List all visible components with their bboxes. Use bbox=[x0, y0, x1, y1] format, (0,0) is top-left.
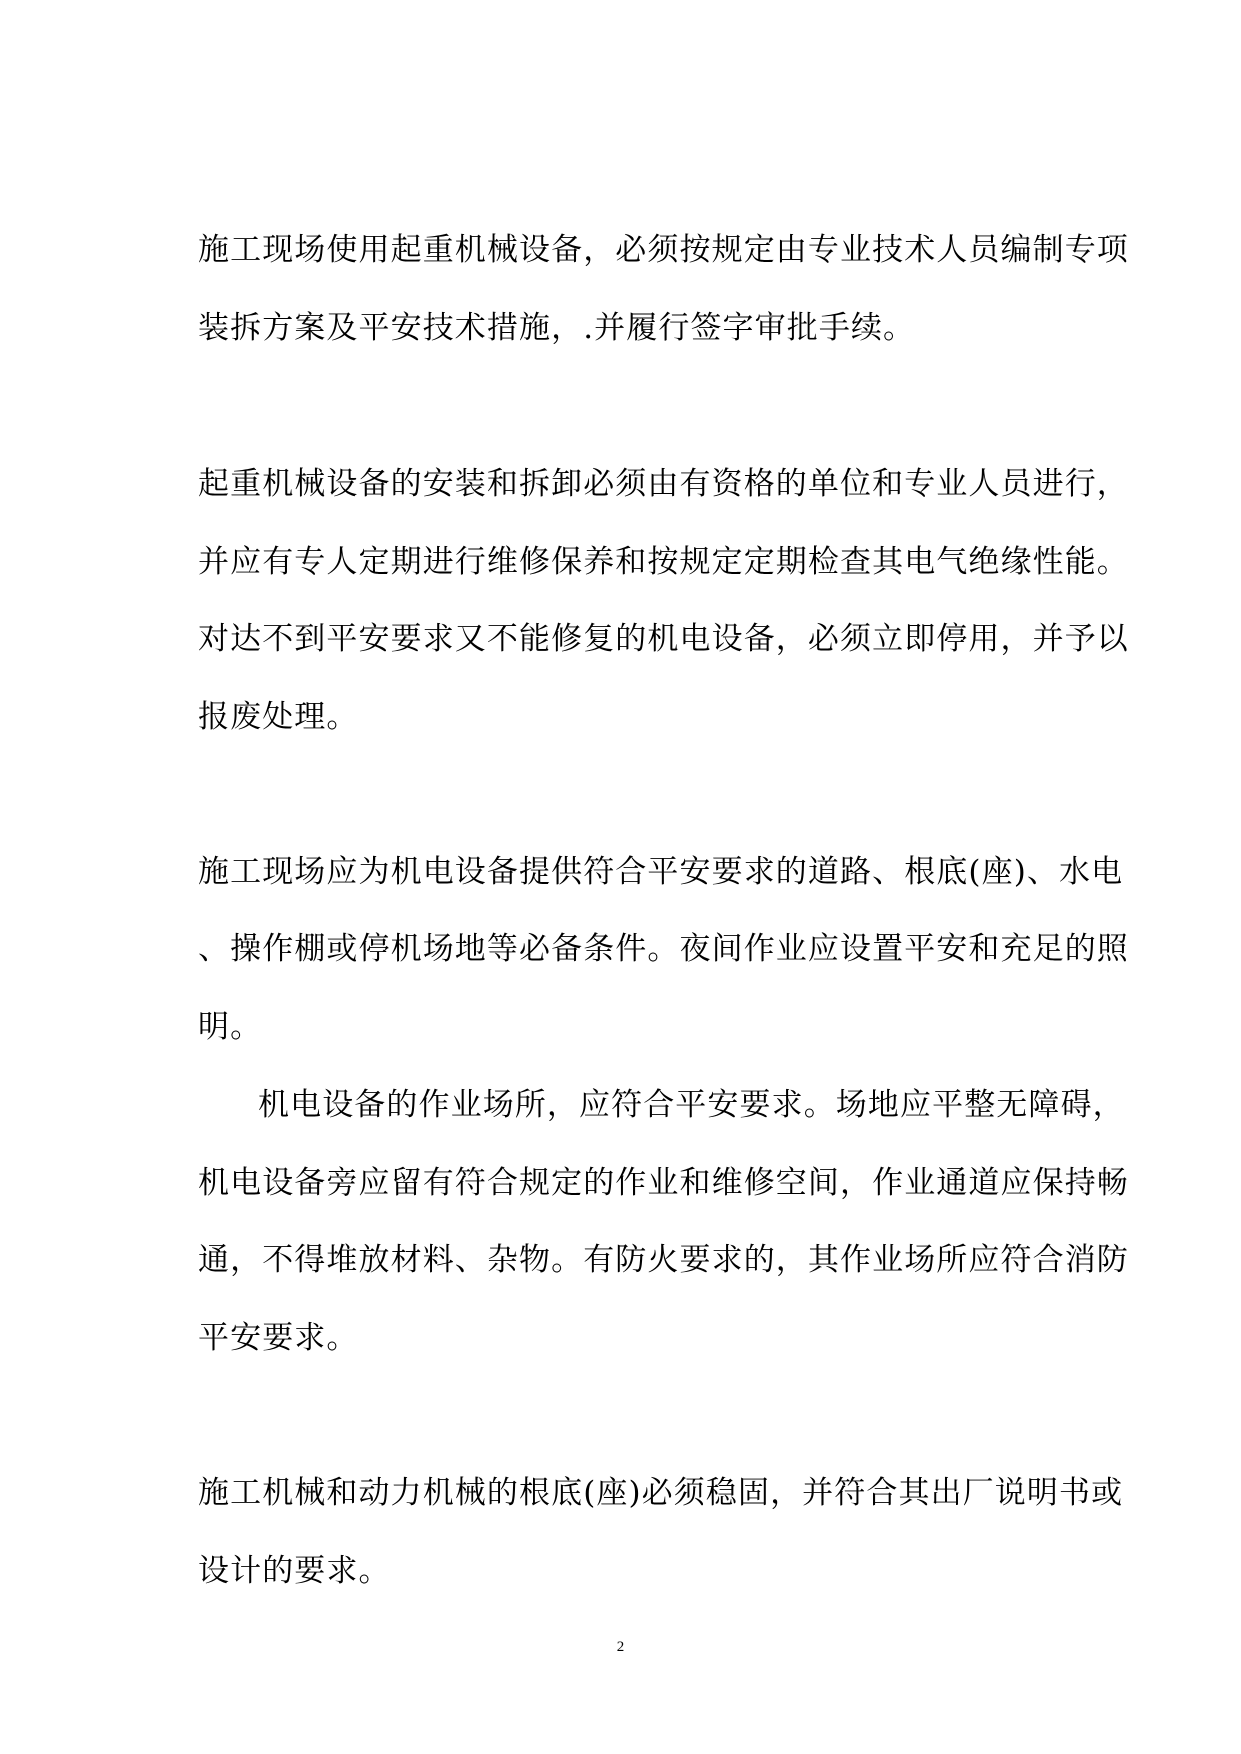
page-number: 2 bbox=[616, 1639, 625, 1655]
text-line: 、操作棚或停机场地等必备条件。夜间作业应设置平安和充足的照 bbox=[198, 931, 1129, 967]
text-line: 明。 bbox=[198, 1009, 263, 1045]
text-line: 机电设备旁应留有符合规定的作业和维修空间，作业通道应保持畅 bbox=[198, 1165, 1129, 1201]
text-line: 设计的要求。 bbox=[198, 1553, 391, 1589]
text-line: 机电设备的作业场所，应符合平安要求。场地应平整无障碍， bbox=[258, 1087, 1125, 1123]
text-line: 对达不到平安要求又不能修复的机电设备，必须立即停用，并予以 bbox=[198, 621, 1129, 657]
text-line: 并应有专人定期进行维修保养和按规定定期检查其电气绝缘性能。 bbox=[198, 544, 1129, 580]
text-line: 施工现场应为机电设备提供符合平安要求的道路、根底(座)、水电 bbox=[198, 854, 1124, 890]
text-line: 报废处理。 bbox=[198, 699, 359, 735]
text-line: 通，不得堆放材料、杂物。有防火要求的，其作业场所应符合消防 bbox=[198, 1242, 1129, 1278]
text-line: 装拆方案及平安技术措施，.并履行签字审批手续。 bbox=[198, 310, 916, 346]
text-line: 施工机械和动力机械的根底(座)必须稳固，并符合其出厂说明书或 bbox=[198, 1475, 1124, 1511]
text-line: 平安要求。 bbox=[198, 1320, 359, 1356]
text-line: 施工现场使用起重机械设备，必须按规定由专业技术人员编制专项 bbox=[198, 232, 1129, 268]
text-line: 起重机械设备的安装和拆卸必须由有资格的单位和专业人员进行， bbox=[198, 466, 1129, 502]
